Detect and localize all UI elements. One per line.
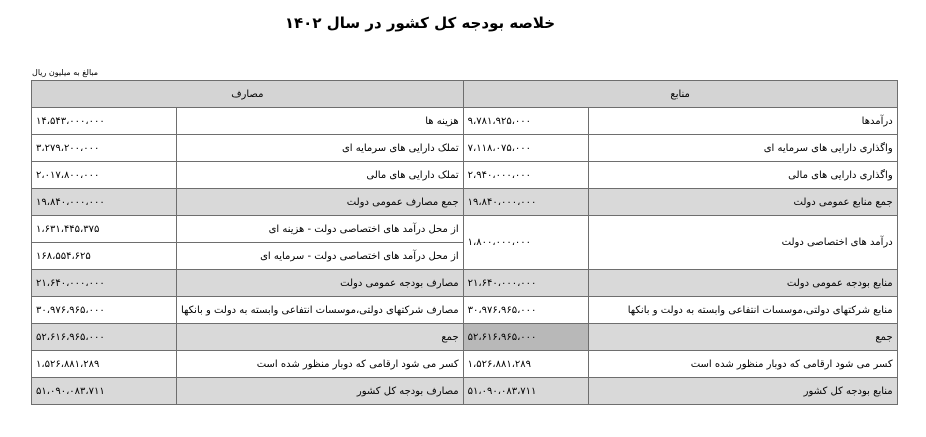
resource-value: ۲۱،۶۴۰،۰۰۰،۰۰۰ [463,270,588,297]
expense-value: ۲۱،۶۴۰،۰۰۰،۰۰۰ [32,270,177,297]
resource-label: منابع شرکتهای دولتی،موسسات انتفاعی وابسته به دولت و بانکها [588,297,897,324]
header-row [32,81,898,108]
resource-label: درآمدها [588,108,897,135]
expense-label: مصارف بودجه عمومی دولت [177,270,464,297]
table-row [32,216,898,243]
table-row [32,108,898,135]
resource-label: جمع منابع عمومی دولت [588,189,897,216]
expense-value: ۱۶۸،۵۵۴،۶۲۵ [32,243,177,270]
expenses-header: مصارف [32,81,464,108]
expense-label: جمع مصارف عمومی دولت [177,189,464,216]
resource-value: ۲،۹۴۰،۰۰۰،۰۰۰ [463,162,588,189]
resource-value: ۳۰،۹۷۶،۹۶۵،۰۰۰ [463,297,588,324]
resource-value: ۱،۵۲۶،۸۸۱،۲۸۹ [463,351,588,378]
resource-label: درآمد های اختصاصی دولت [588,216,897,270]
expense-value: ۱،۶۳۱،۴۴۵،۳۷۵ [32,216,177,243]
expense-value: ۲،۰۱۷،۸۰۰،۰۰۰ [32,162,177,189]
expense-label: مصارف شرکتهای دولتی،موسسات انتفاعی وابسته به دولت و بانکها [177,297,464,324]
resources-header: منابع [463,81,897,108]
expense-label: جمع [177,324,464,351]
table-row-subtotal [32,189,898,216]
expense-value: ۳۰،۹۷۶،۹۶۵،۰۰۰ [32,297,177,324]
resource-value: ۹،۷۸۱،۹۲۵،۰۰۰ [463,108,588,135]
expense-label: کسر می شود ارقامی که دوبار منظور شده است [177,351,464,378]
table-row-total [32,324,898,351]
table-row [32,162,898,189]
expense-value: ۵۲،۶۱۶،۹۶۵،۰۰۰ [32,324,177,351]
resource-label: منابع بودجه کل کشور [588,378,897,405]
table-row-subtotal [32,270,898,297]
page-title: خلاصه بودجه کل کشور در سال ۱۴۰۲ [284,14,556,32]
table-row-grand-total [32,378,898,405]
expense-label: از محل درآمد های اختصاصی دولت - سرمایه ای [177,243,464,270]
table-row [32,135,898,162]
table-row [32,297,898,324]
resource-label: واگذاری دارایی های مالی [588,162,897,189]
resource-value: ۵۲،۶۱۶،۹۶۵،۰۰۰ [463,324,588,351]
budget-table [31,80,898,405]
resource-value: ۷،۱۱۸،۰۷۵،۰۰۰ [463,135,588,162]
resource-label: واگذاری دارایی های سرمایه ای [588,135,897,162]
expense-value: ۱۹،۸۴۰،۰۰۰،۰۰۰ [32,189,177,216]
unit-note: مبالغ به میلیون ریال [32,68,99,77]
expense-value: ۵۱،۰۹۰،۰۸۳،۷۱۱ [32,378,177,405]
resource-label: جمع [588,324,897,351]
resource-value: ۱۹،۸۴۰،۰۰۰،۰۰۰ [463,189,588,216]
expense-label: مصارف بودجه کل کشور [177,378,464,405]
expense-label: تملک دارایی های مالی [177,162,464,189]
expense-value: ۱،۵۲۶،۸۸۱،۲۸۹ [32,351,177,378]
expense-value: ۱۴،۵۴۳،۰۰۰،۰۰۰ [32,108,177,135]
expense-value: ۳،۲۷۹،۲۰۰،۰۰۰ [32,135,177,162]
expense-label: تملک دارایی های سرمایه ای [177,135,464,162]
expense-label: هزینه ها [177,108,464,135]
resource-value: ۵۱،۰۹۰،۰۸۳،۷۱۱ [463,378,588,405]
table-row [32,351,898,378]
resource-value: ۱،۸۰۰،۰۰۰،۰۰۰ [463,216,588,270]
resource-label: منابع بودجه عمومی دولت [588,270,897,297]
resource-label: کسر می شود ارقامی که دوبار منظور شده است [588,351,897,378]
expense-label: از محل درآمد های اختصاصی دولت - هزینه ای [177,216,464,243]
